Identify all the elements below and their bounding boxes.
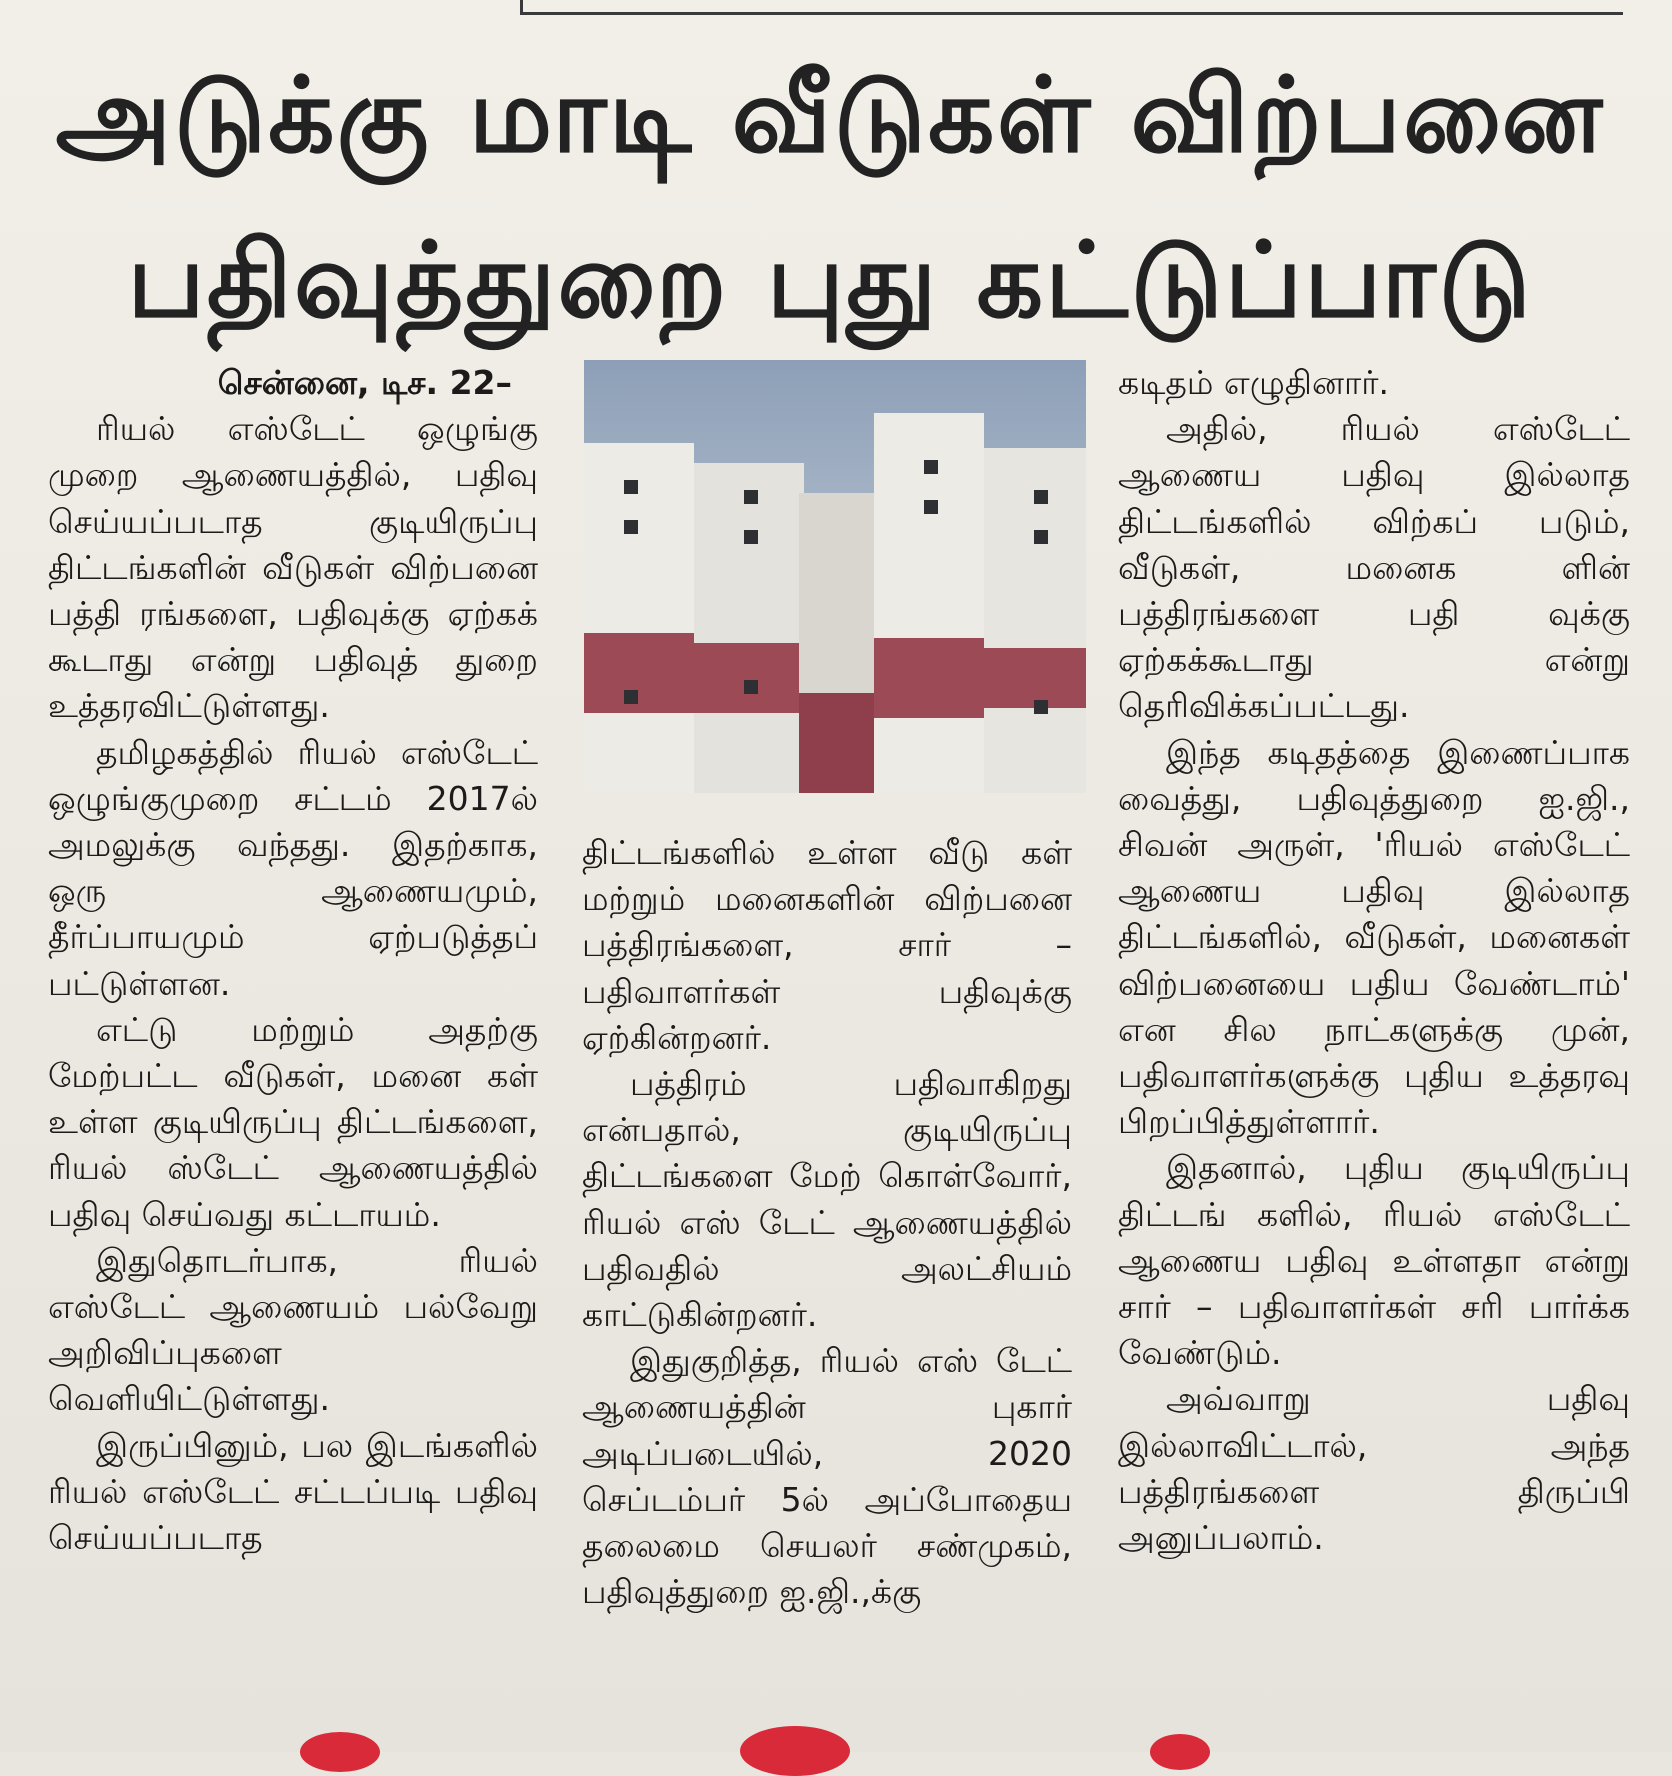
article-column-3 xyxy=(1118,360,1630,1561)
article-column-1 xyxy=(48,360,538,1561)
top-border-rule xyxy=(520,0,1623,15)
paragraph: இதனால், புதிய குடியிருப்பு திட்டங் களில், ரியல் எஸ்டேட் ஆணைய பதிவு உள்ளதா என்று சார் – பதிவாளர்கள் சரி பார்க்க வேண்டும். xyxy=(1118,1148,1630,1373)
paragraph: இந்த கடிதத்தை இணைப்பாக வைத்து, பதிவுத்துறை ஐ.ஜி., சிவன் அருள், 'ரியல் எஸ்டேட் ஆணைய பதிவு இல்லாத திட்டங்களில், வீடுகள், மனைகள் விற்பனையை பதிய வேண்டாம்' என சில நாட்களுக்கு முன், பதிவாளர்களுக்கு புதிய உத்தரவு பிறப்பித்துள்ளார். xyxy=(1118,732,1630,1142)
article-column-2 xyxy=(582,830,1072,1615)
paragraph: இதுகுறித்த, ரியல் எஸ் டேட் ஆணையத்தின் புகார் அடிப்படையில், 2020 செப்டம்பர் 5ல் அப்போதைய தலைமை செயலர் சண்முகம், பதிவுத்துறை ஐ.ஜி.,க்கு xyxy=(582,1341,1072,1612)
building-center-atrium xyxy=(799,493,879,793)
headline-line-1: அடுக்கு மாடி வீடுகள் விற்பனை xyxy=(55,54,1605,176)
paragraph: அதில், ரியல் எஸ்டேட் ஆணைய பதிவு இல்லாத திட்டங்களில் விற்கப் படும், வீடுகள், மனைக ளின் பத்திரங்களை பதி வுக்கு ஏற்கக்கூடாது என்று தெரிவிக்கப்பட்டது. xyxy=(1118,409,1630,726)
paragraph: திட்டங்களில் உள்ள வீடு கள் மற்றும் மனைகளின் விற்பனை பத்திரங்களை, சார் – பதிவாளர்கள் பதிவுக்கு ஏற்கின்றனர். xyxy=(582,833,1072,1057)
paragraph: தமிழகத்தில் ரியல் எஸ்டேட் ஒழுங்குமுறை சட்டம் 2017ல் அமலுக்கு வந்தது. இதற்காக, ஒரு ஆணையமும், தீர்ப்பாயமும் ஏற்படுத்தப் பட்டுள்ளன. xyxy=(48,732,538,1003)
next-article-edge xyxy=(0,1712,1672,1752)
paragraph: எட்டு மற்றும் அதற்கு மேற்பட்ட வீடுகள், மனை கள் உள்ள குடியிருப்பு திட்டங்களை, ரியல் ஸ்டேட் ஆணையத்தில் பதிவு செய்வது கட்டாயம். xyxy=(48,1009,538,1234)
paragraph: அவ்வாறு பதிவு இல்லாவிட்டால், அந்த பத்திரங்களை திருப்பி அனுப்பலாம். xyxy=(1118,1379,1630,1558)
paragraph: கடிதம் எழுதினார். xyxy=(1118,363,1389,402)
building-tower xyxy=(584,443,694,793)
apartment-building-photo xyxy=(584,360,1086,793)
building-tower xyxy=(694,463,804,793)
paragraph: பத்திரம் பதிவாகிறது என்பதால், குடியிருப்பு திட்டங்களை மேற் கொள்வோர், ரியல் எஸ் டேட் ஆணையத்தில் பதிவதில் அலட்சியம் காட்டுகின்றனர். xyxy=(582,1064,1072,1335)
paragraph: இதுதொடர்பாக, ரியல் எஸ்டேட் ஆணையம் பல்வேறு அறிவிப்புகளை வெளியிட்டுள்ளது. xyxy=(48,1240,538,1419)
paragraph: ரியல் எஸ்டேட் ஒழுங்கு முறை ஆணையத்தில், பதிவு செய்யப்படாத குடியிருப்பு திட்டங்களின் வீடுகள் விற்பனை பத்தி ரங்களை, பதிவுக்கு ஏற்கக் கூடாது என்று பதிவுத் துறை உத்தரவிட்டுள்ளது. xyxy=(48,409,538,726)
paragraph: இருப்பினும், பல இடங்களில் ரியல் எஸ்டேட் சட்டப்படி பதிவு செய்யப்படாத xyxy=(48,1425,538,1558)
headline-line-2: பதிவுத்துறை புது கட்டுப்பாடு xyxy=(127,219,1533,341)
dateline: சென்னை, டிச. 22– xyxy=(217,363,512,402)
